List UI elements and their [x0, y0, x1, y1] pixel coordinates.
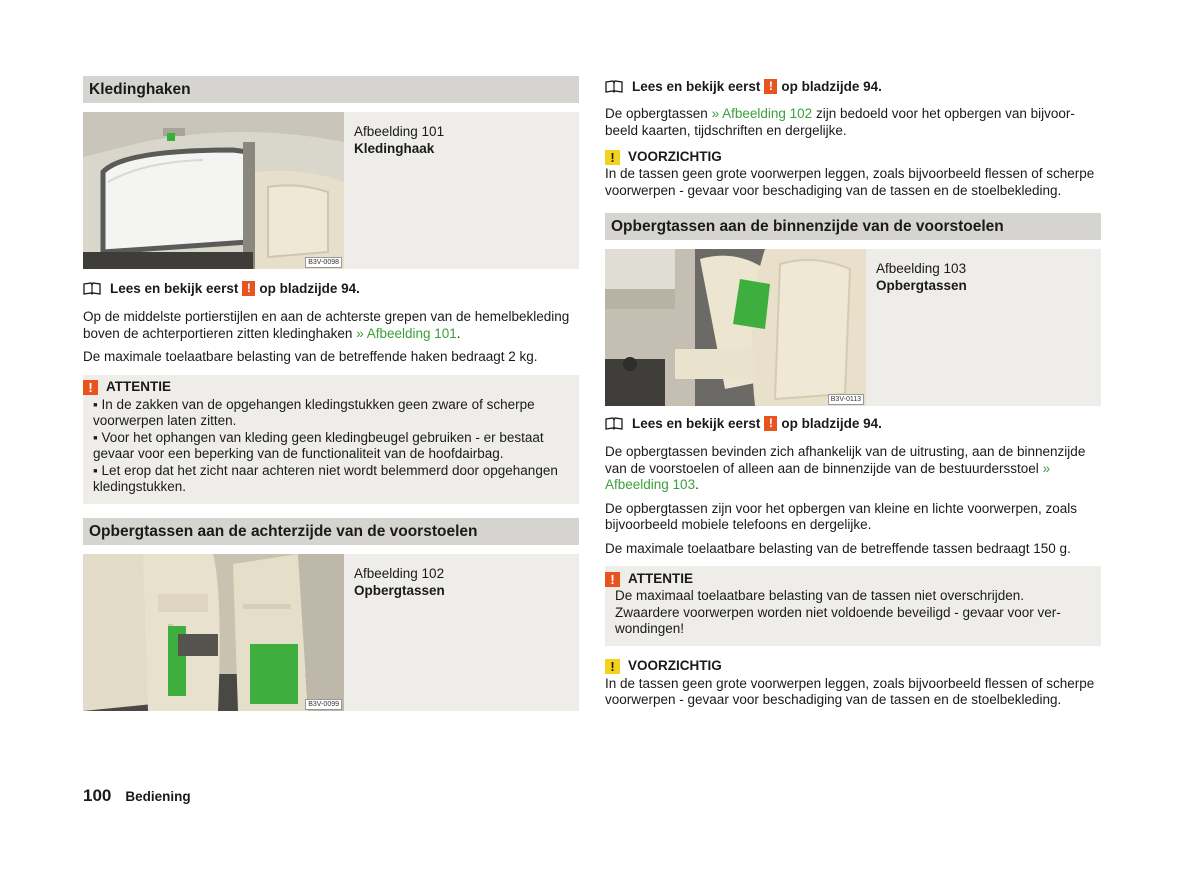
- attentie-label: ATTENTIE: [106, 379, 171, 395]
- warning-icon: !: [605, 572, 620, 587]
- attentie-title: [83, 379, 569, 397]
- paragraph-pockets-small-items: De opbergtassen zijn voor het opbergen van kleine en lichte voorwerpen, zoals bijvoorbeeld mobiele telefoons en dergelijke.: [605, 500, 1078, 532]
- voorzichtig-text: In de tassen geen grote voorwerpen leggen, zoals bijvoorbeeld flessen of scherpe voorwerpen - gevaar voor beschadiging van de tassen en de stoelbekleding.: [605, 166, 1095, 198]
- figure-102-code: B3V-0099: [305, 699, 342, 710]
- read-reference-text-after: op bladzijde 94.: [259, 280, 360, 296]
- voorzichtig-text: In de tassen geen grote voorwerpen leggen, zoals bijvoorbeeld flessen of scherpe voorwerpen - gevaar voor beschadiging van de tassen en de stoelbekleding.: [605, 675, 1095, 707]
- book-icon: [605, 417, 623, 430]
- voorzichtig-block: [605, 658, 1101, 709]
- page-number: 100: [83, 786, 112, 805]
- section-title-inner-pockets: Opbergtassen aan de binnenzijde van de voorstoelen: [605, 213, 1101, 240]
- left-column: [83, 76, 579, 711]
- section-title-rear-pockets: Opbergtassen aan de achterzijde van de voorstoelen: [83, 518, 579, 545]
- page-footer: [83, 786, 191, 806]
- figure-101-title: Kledinghaak: [354, 141, 435, 156]
- attentie-box: [83, 375, 579, 504]
- read-reference: [605, 77, 1101, 95]
- figure-103-title: Opbergtassen: [876, 278, 967, 293]
- paragraph-pockets-purpose: [605, 106, 1101, 139]
- paragraph-max-load: De maximale toelaatbare belasting van de betreffende haken bedraagt 2 kg.: [83, 349, 538, 364]
- figure-103-image: [605, 249, 866, 406]
- voorzichtig-title: [605, 658, 1101, 676]
- figure-101-code: B3V-0098: [305, 257, 342, 268]
- figure-103-caption: [866, 249, 967, 406]
- read-reference-text-before: Lees en bekijk eerst: [632, 415, 761, 431]
- list-item: ▪ Let erop dat het zicht naar achteren niet wordt belemmerd door opgehangen kledingstukken.: [93, 463, 569, 496]
- voorzichtig-label: VOORZICHTIG: [628, 148, 722, 164]
- figure-102-image: [83, 554, 344, 711]
- list-item: ▪ Voor het ophangen van kleding geen kledingbeugel gebruiken - er bestaat gevaar voor een beperking van de functionaliteit van de hoofdairbag.: [93, 430, 569, 463]
- read-reference-text-after: op bladzijde 94.: [781, 78, 882, 94]
- caution-icon: !: [605, 150, 620, 165]
- warning-icon: !: [83, 380, 98, 395]
- read-reference-text-before: Lees en bekijk eerst: [110, 280, 239, 296]
- paragraph-text: De opbergtassen: [605, 106, 708, 121]
- attentie-text: De maximaal toelaatbare belasting van de tassen niet overschrijden. Zwaardere voorwerpen worden niet voldoende beveiligd - gevaar voor verwondingen!: [615, 588, 1061, 636]
- paragraph-pockets-max-load: De maximale toelaatbare belasting van de betreffende tassen bedraagt 150 g.: [605, 540, 1071, 556]
- figure-101: [83, 112, 579, 269]
- attentie-label: ATTENTIE: [628, 570, 693, 586]
- paragraph-text: zijn bedoeld voor het opbergen van bijvoorbeeld kaarten, tijdschriften en dergelijke.: [605, 106, 1075, 138]
- figure-101-caption: [344, 112, 444, 269]
- read-reference-text-after: op bladzijde 94.: [781, 415, 882, 431]
- warning-icon: !: [764, 79, 777, 94]
- warning-icon: !: [764, 416, 777, 431]
- paragraph-pockets-location: De opbergtassen bevinden zich afhankelijk van de uitrusting, aan de binnenzijde van de voorstoelen of alleen aan de binnenzijde van de bestuurdersstoel » Afbeelding 103.: [605, 444, 1086, 492]
- voorzichtig-block: [605, 148, 1101, 199]
- section-title-kledinghaken: Kledinghaken: [83, 76, 579, 103]
- paragraph-text: Op de middelste portierstijlen en aan de achterste grepen van de hemelbekleding boven de achterportieren zitten kledinghaken: [83, 309, 570, 341]
- read-reference: [83, 279, 579, 297]
- figure-101-label: Afbeelding 101: [354, 124, 445, 139]
- figure-102: [83, 554, 579, 711]
- warning-icon: !: [242, 281, 255, 296]
- link-figure-103[interactable]: » Afbeelding 103: [605, 460, 1051, 492]
- figure-103-code: B3V-0113: [828, 394, 864, 405]
- list-item: ▪ In de zakken van de opgehangen kledingstukken geen zware of scherpe voorwerpen laten zitten.: [93, 397, 569, 430]
- caution-icon: !: [605, 659, 620, 674]
- figure-103-label: Afbeelding 103: [876, 261, 967, 276]
- paragraph-coat-hooks: Op de middelste portierstijlen en aan de achterste grepen van de hemelbekleding boven de achterportieren zitten kledinghaken » Afbeelding 101.: [83, 309, 570, 341]
- link-figure-102[interactable]: » Afbeelding 102: [711, 106, 813, 121]
- figure-103: [605, 249, 1101, 406]
- right-column: [605, 76, 1101, 709]
- attentie-box: [605, 566, 1101, 646]
- figure-102-caption: [344, 554, 445, 711]
- chapter-title: Bediening: [125, 789, 191, 804]
- read-reference-text-before: Lees en bekijk eerst: [632, 78, 761, 94]
- figure-101-image: [83, 112, 344, 269]
- attentie-title: [605, 570, 1091, 588]
- voorzichtig-label: VOORZICHTIG: [628, 658, 722, 674]
- voorzichtig-title: [605, 148, 1101, 166]
- read-reference: [605, 414, 1101, 432]
- figure-102-label: Afbeelding 102: [354, 565, 445, 581]
- paragraph-text: De opbergtassen bevinden zich afhankelijk van de uitrusting, aan de binnenzijde van de voorstoelen of alleen aan de binnenzijde van de bestuurdersstoel: [605, 444, 1086, 476]
- figure-102-title: Opbergtassen: [354, 582, 445, 598]
- link-figure-101[interactable]: » Afbeelding 101: [356, 325, 457, 341]
- book-icon: [83, 282, 101, 295]
- book-icon: [605, 80, 623, 93]
